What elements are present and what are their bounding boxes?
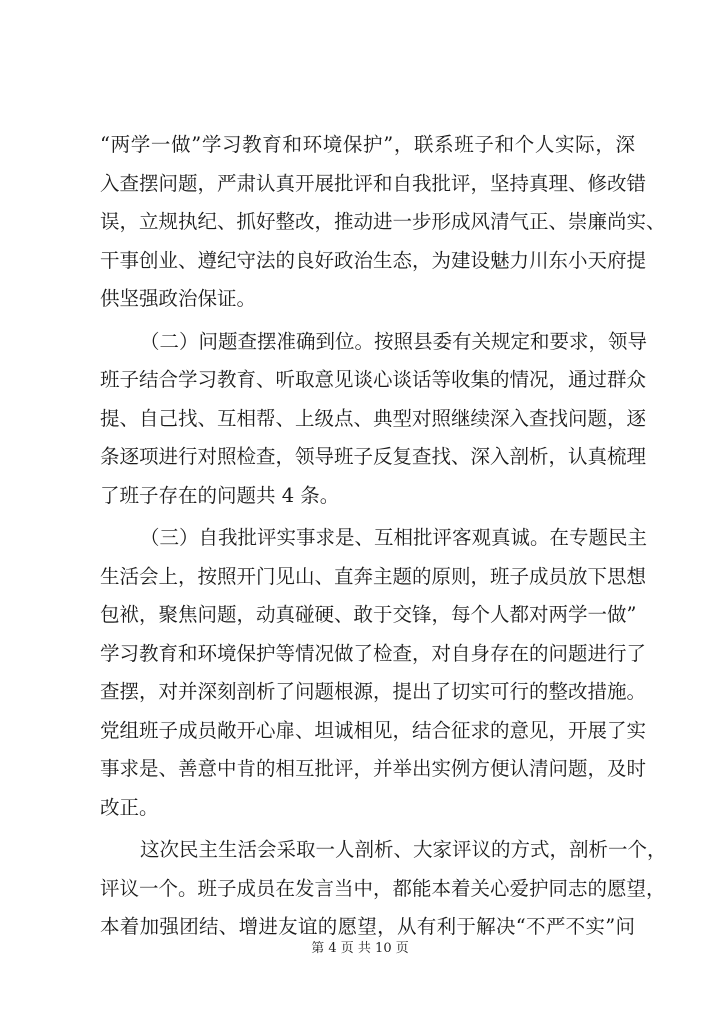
text-line: 改正。 (100, 795, 159, 819)
text-line: 评议一个。班子成员在发言当中，都能本着关心爱护同志的愿望， (100, 876, 666, 900)
text-line: 党组班子成员敞开心扉、坦诚相见，结合征求的意见，开展了实 (100, 718, 647, 742)
text-line: 学习教育和环境保护等情况做了检查，对自身存在的问题进行了 (100, 641, 647, 665)
paragraph (100, 519, 648, 827)
text-line: 事求是、善意中肯的相互批评，并举出实例方便认清问题，及时 (100, 757, 647, 780)
text-line: （二）问题查摆准确到位。按照县委有关规定和要求，领导 (140, 329, 648, 353)
text-line: 班子结合学习教育、听取意见谈心谈话等收集的情况，通过群众 (100, 368, 647, 391)
paragraph (100, 126, 666, 319)
text-line: 提、自己找、互相帮、上级点、典型对照继续深入查找问题，逐 (100, 406, 647, 430)
text-line: （三）自我批评实事求是、互相批评客观真诚。在专题民主 (140, 526, 648, 549)
page-number-footer: 第 4 页 共 10 页 (311, 941, 409, 956)
text-line: 供坚强政治保证。 (100, 287, 257, 310)
text-line: 干事创业、遵纪守法的良好政治生态，为建设魅力川东小天府提 (100, 248, 647, 272)
text-line: 误，立规执纪、抓好整改，推动进一步形成风清气正、崇廉尚实、 (100, 210, 666, 233)
text-line: 条逐项进行对照检查，领导班子反复查找、深入剖析，认真梳理 (100, 445, 647, 468)
text-line: 入查摆问题，严肃认真开展批评和自我批评，坚持真理、修改错 (100, 171, 647, 195)
text-line: 查摆，对并深刻剖析了问题根源，提出了切实可行的整改措施。 (100, 680, 647, 703)
text-line: “两学一做”学习教育和环境保护”，联系班子和个人实际，深 (100, 133, 635, 156)
paragraph (100, 831, 667, 947)
text-line: 生活会上，按照开门见山、直奔主题的原则，班子成员放下思想 (100, 564, 647, 588)
text-line: 本着加强团结、增进友谊的愿望，从有利于解决“不严不实”问 (100, 915, 635, 938)
document-body (100, 126, 667, 947)
text-line: 包袱，聚焦问题，动真碰硬、敢于交锋，每个人都对两学一做” (100, 603, 637, 626)
text-line: 这次民主生活会采取一人剖析、大家评议的方式，剖析一个， (140, 838, 667, 861)
paragraph (100, 323, 648, 516)
text-line: 了班子存在的问题共 4 条。 (100, 483, 340, 507)
